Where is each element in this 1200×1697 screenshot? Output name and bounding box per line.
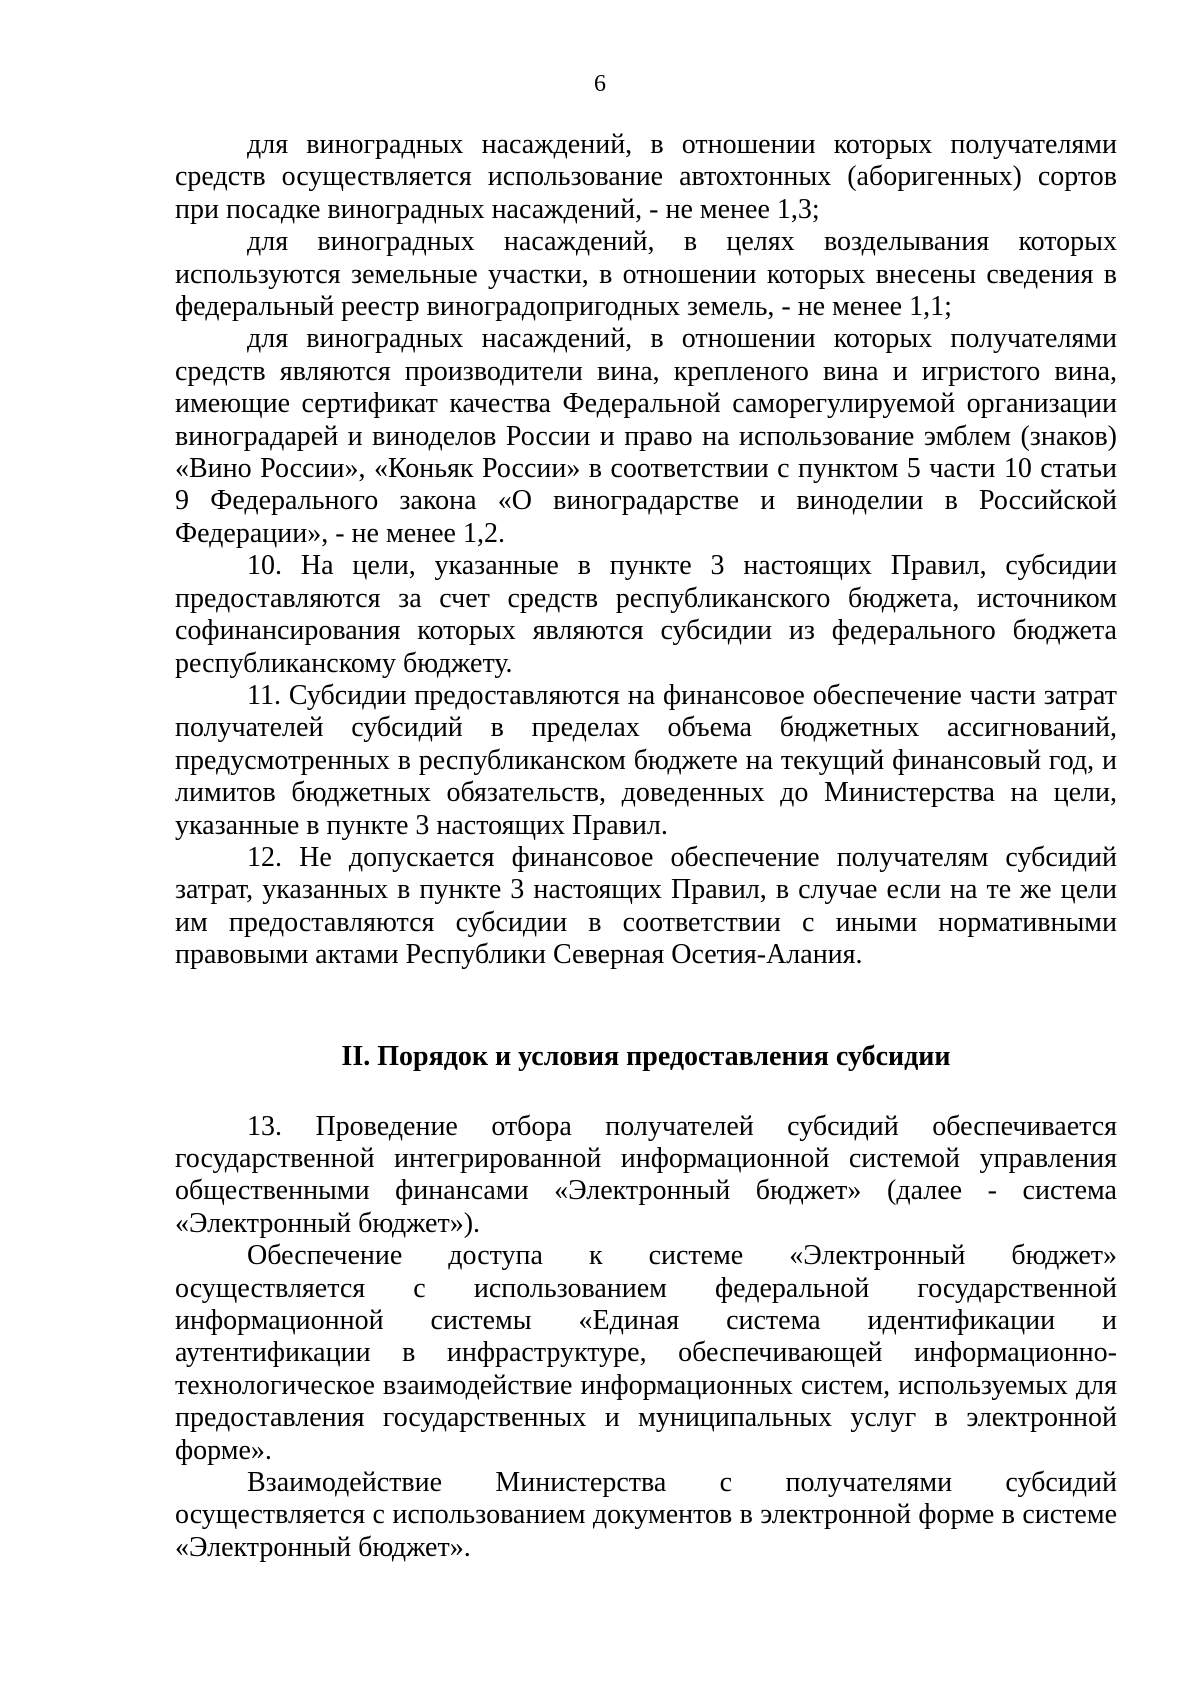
paragraph-wine-producers-certificate: для виноградных насаждений, в отношении которых получателями средств являются производители вина, крепленого вина и игристого вина, имеющие сертификат качества Федеральной саморегулируемой организации виноградарей и виноделов России и право на использование эмблем (знаков) «Вино России», «Коньяк России» в соответствии с пунктом 5 части 10 статьи 9 Федерального закона «О виноградарстве и виноделии в Российской Федерации», - не менее 1,2. <box>175 323 1117 549</box>
paragraph-ministry-interaction: Взаимодействие Министерства с получателями субсидий осуществляется с использованием документов в электронной форме в системе «Электронный бюджет». <box>175 1467 1117 1563</box>
paragraph-system-access: Обеспечение доступа к системе «Электронный бюджет» осуществляется с использованием федеральной государственной информационной системы «Единая система идентификации и аутентификации в инфраструктуре, обеспечивающей информационно-технологическое взаимодействие информационных систем, используемых для предоставления государственных и муниципальных услуг в электронной форме». <box>175 1240 1117 1466</box>
document-body <box>175 129 1117 1564</box>
page-number: 6 <box>594 71 606 97</box>
paragraph-vineyard-land-registry: для виноградных насаждений, в целях возделывания которых используются земельные участки, в отношении которых внесены сведения в федеральный реестр виноградопригодных земель, - не менее 1,1; <box>175 226 1117 323</box>
paragraph-autochthonous-varieties: для виноградных насаждений, в отношении которых получателями средств осуществляется использование автохтонных (аборигенных) сортов при посадке виноградных насаждений, - не менее 1,3; <box>175 129 1117 225</box>
section-title: II. Порядок и условия предоставления субсидии <box>341 1040 951 1072</box>
paragraph-item-13: 13. Проведение отбора получателей субсидий обеспечивается государственной интегрированной информационной системой управления общественными финансами «Электронный бюджет» (далее - система «Электронный бюджет»). <box>175 1110 1117 1239</box>
paragraph-item-11: 11. Субсидии предоставляются на финансовое обеспечение части затрат получателей субсидий в пределах объема бюджетных ассигнований, предусмотренных в республиканском бюджете на текущий финансовый год, и лимитов бюджетных обязательств, доведенных до Министерства на цели, указанные в пункте 3 настоящих Правил. <box>175 679 1117 841</box>
paragraph-item-10: 10. На цели, указанные в пункте 3 настоящих Правил, субсидии предоставляются за счет средств республиканского бюджета, источником софинансирования которых являются субсидии из федерального бюджета республиканскому бюджету. <box>175 550 1117 679</box>
paragraph-item-12: 12. Не допускается финансовое обеспечение получателям субсидий затрат, указанных в пункте 3 настоящих Правил, в случае если на те же цели им предоставляются субсидии в соответствии с иными нормативными правовыми актами Республики Северная Осетия-Алания. <box>175 841 1117 971</box>
